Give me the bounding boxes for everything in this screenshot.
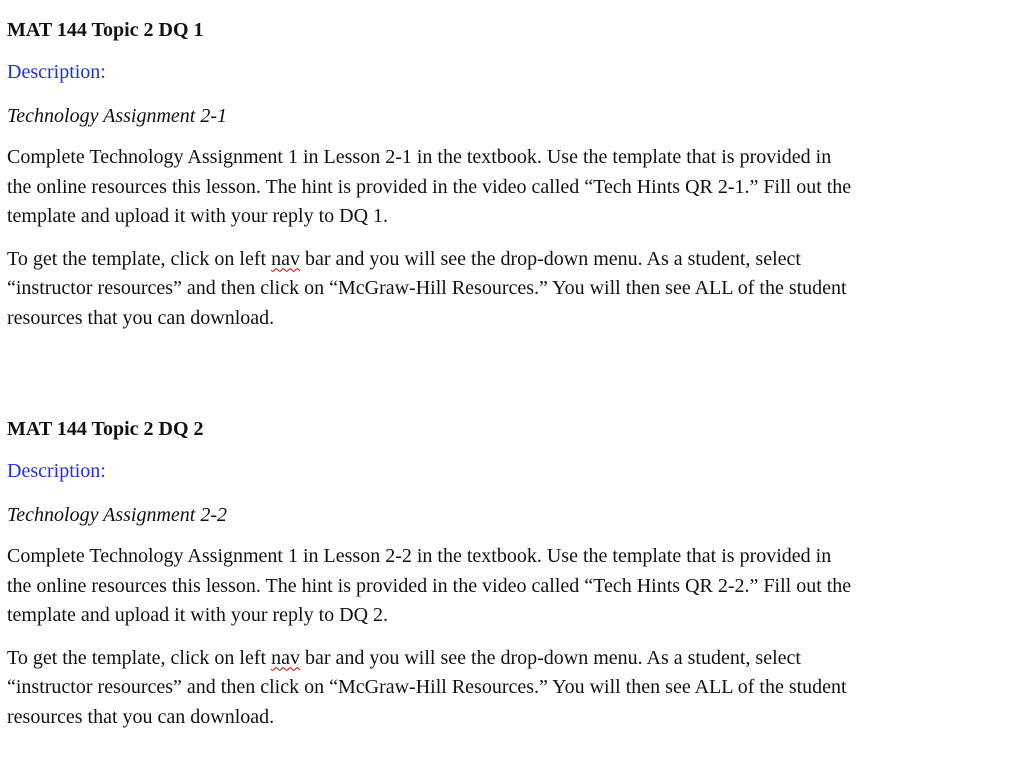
paragraph-line (7, 245, 1017, 275)
discussion-question-2 (7, 414, 1017, 732)
misspelled-word[interactable]: nav (271, 247, 300, 270)
text-segment: bar and you will see the drop-down menu. As a student, select (299, 247, 801, 270)
paragraph-line: resources that you can download. (7, 705, 275, 728)
paragraph-line: Complete Technology Assignment 1 in Lesson 2-2 in the textbook. Use the template that is provided in (7, 545, 832, 567)
assignment-subtitle: Technology Assignment 2-1 (7, 105, 227, 127)
instructions-paragraph (7, 542, 1017, 631)
template-instructions-paragraph (7, 644, 1017, 733)
paragraph-line: resources that you can download. (7, 306, 275, 329)
assignment-subtitle: Technology Assignment 2-2 (7, 504, 227, 526)
paragraph-line: Complete Technology Assignment 1 in Lesson 2-1 in the textbook. Use the template that is provided in (7, 146, 832, 168)
discussion-question-1 (7, 15, 1017, 333)
section-heading: MAT 144 Topic 2 DQ 1 (7, 19, 204, 41)
description-label: Description: (7, 61, 106, 83)
template-instructions-paragraph (7, 245, 1017, 334)
paragraph-line: “instructor resources” and then click on “McGraw-Hill Resources.” You will then see ALL of the student (7, 676, 847, 698)
paragraph-line: “instructor resources” and then click on “McGraw-Hill Resources.” You will then see ALL of the student (7, 277, 847, 299)
paragraph-line (7, 644, 1017, 674)
description-label: Description: (7, 460, 106, 482)
paragraph-line: the online resources this lesson. The hint is provided in the video called “Tech Hints QR 2-2.” Fill out the (7, 574, 852, 597)
paragraph-line: the online resources this lesson. The hint is provided in the video called “Tech Hints QR 2-1.” Fill out the (7, 175, 852, 198)
text-segment: To get the template, click on left (7, 247, 272, 270)
paragraph-line: template and upload it with your reply to DQ 1. (7, 205, 389, 227)
text-segment: bar and you will see the drop-down menu. As a student, select (299, 646, 801, 669)
paragraph-line: template and upload it with your reply to DQ 2. (7, 604, 389, 626)
misspelled-word[interactable]: nav (271, 646, 300, 669)
instructions-paragraph (7, 143, 1017, 232)
text-segment: To get the template, click on left (7, 646, 272, 669)
section-heading: MAT 144 Topic 2 DQ 2 (7, 418, 204, 440)
